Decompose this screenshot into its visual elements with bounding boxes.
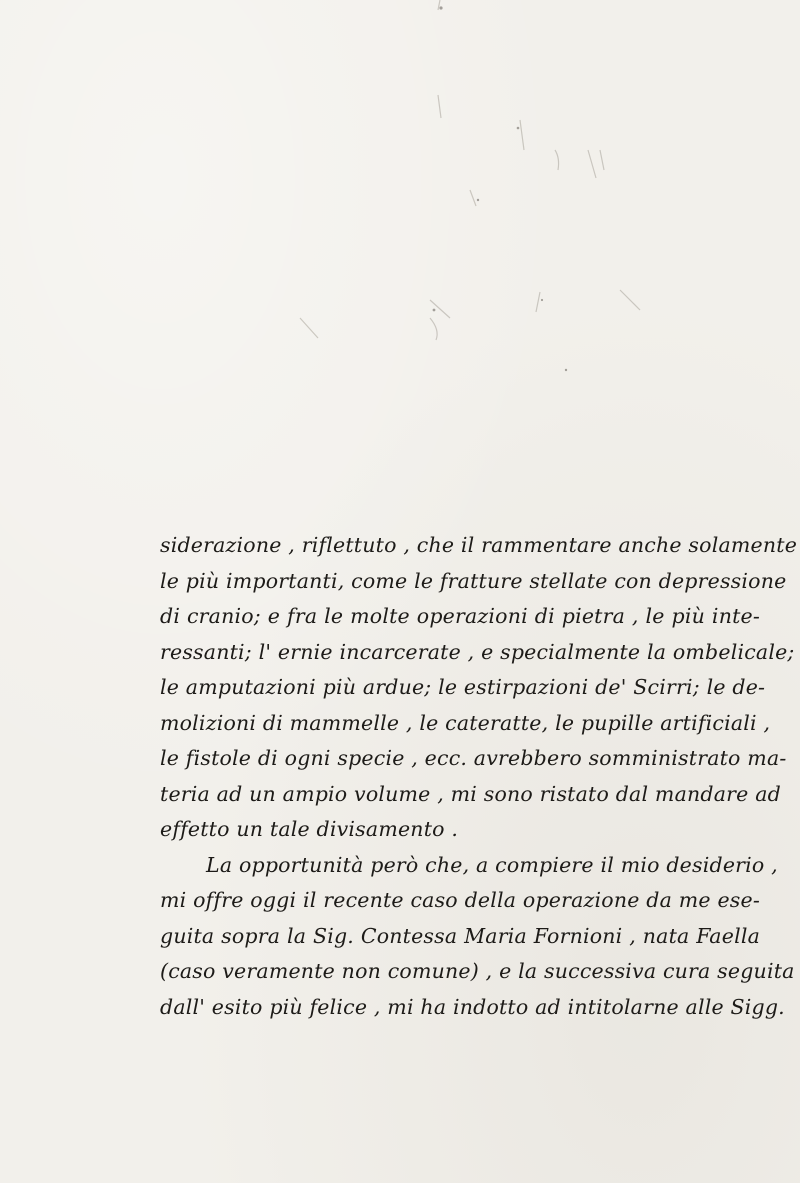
text-line: siderazione , riflettuto , che il rammentare anche solamente (160, 533, 798, 557)
text-line: ressanti; l' ernie incarcerate , e specialmente la ombelicale; (160, 639, 795, 664)
text-line: dall' esito più felice , mi ha indotto ad intitolarne alle Sigg. (160, 994, 785, 1019)
text-line: (caso veramente non comune) , e la successiva cura seguita (160, 959, 795, 983)
text-line: le fistole di ogni specie , ecc. avrebbero somministrato ma- (160, 746, 787, 770)
text-line: le amputazioni più ardue; le estirpazioni de' Scirri; le de- (160, 675, 766, 699)
text-line: molizioni di mammelle , le cateratte, le pupille artificiali , (160, 710, 771, 735)
text-line: le più importanti, come le fratture stellate con depressione (160, 568, 787, 593)
text-line: guita sopra la Sig. Contessa Maria Fornioni , nata Faella (160, 923, 760, 948)
text-line: di cranio; e fra le molte operazioni di pietra , le più inte- (160, 604, 760, 628)
show-through-marks (0, 0, 800, 480)
text-line: mi offre oggi il recente caso della operazione da me ese- (160, 888, 760, 912)
text-line: effetto un tale divisamento . (160, 817, 459, 841)
text-line: teria ad un ampio volume , mi sono ristato dal mandare ad (160, 781, 781, 806)
paragraph-start-line: La opportunità però che, a compiere il mio desiderio , (206, 852, 778, 877)
body-text (160, 528, 798, 1025)
